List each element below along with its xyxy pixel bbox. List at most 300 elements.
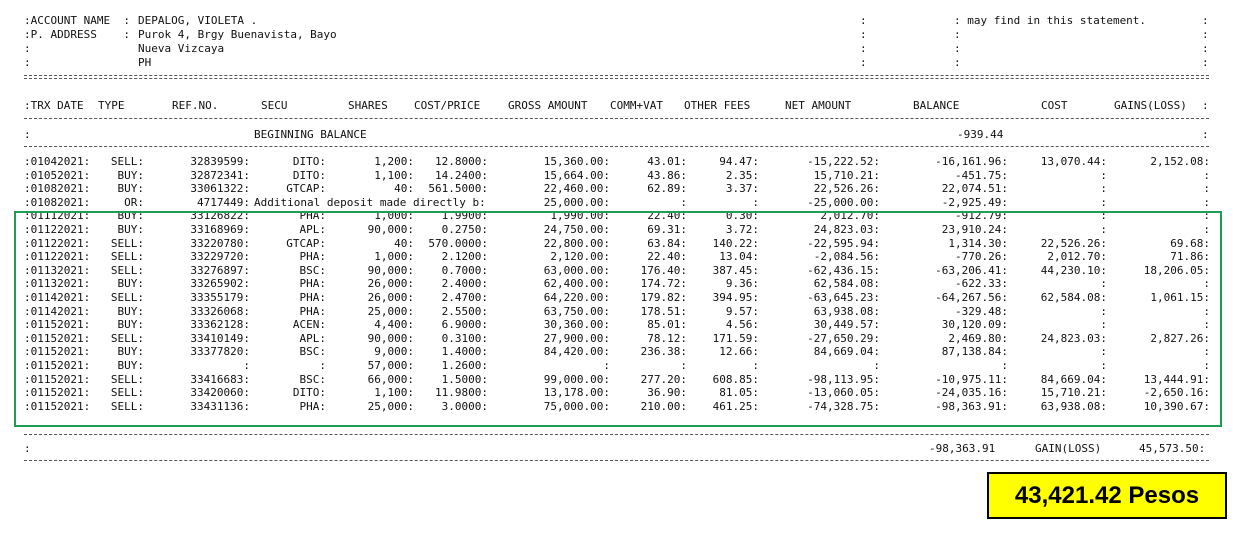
cell-gross-amount: 62,400.00: <box>543 277 610 291</box>
cell-shares: 90,000: <box>367 331 414 345</box>
cell-shares: 26,000: <box>367 277 414 291</box>
header-gains-loss: GAINS(LOSS) <box>1114 99 1187 112</box>
cell-net-amount: 63,938.08: <box>813 304 880 318</box>
cell-gross-amount: 27,900.00: <box>543 331 610 345</box>
cell-cost-price: 2.1200: <box>441 250 488 264</box>
cell-balance: -10,975.11: <box>935 372 1008 386</box>
cell-cost: : <box>1100 345 1107 359</box>
divider <box>24 146 1209 147</box>
header-end-colon: : <box>1202 99 1209 112</box>
cell-trx-date: :01042021: <box>24 155 91 168</box>
beginning-balance-value: -939.44 <box>957 128 1004 141</box>
cell-gains-loss: 10,390.67: <box>1143 399 1210 413</box>
cell-ref-no: 33061322: <box>190 182 250 196</box>
cell-comm-vat: 62.89: <box>647 182 687 196</box>
cell-ref-no: 32839599: <box>190 155 250 168</box>
cell-balance: 87,138.84: <box>941 345 1008 359</box>
cell-gross-amount: 1,990.00: <box>550 209 610 223</box>
cell-secu: ACEN: <box>292 318 326 332</box>
cell-type: BUY: <box>117 304 144 318</box>
cell-other-fees: 9.57: <box>725 304 759 318</box>
cell-balance: -98,363.91: <box>935 399 1008 413</box>
cell-other-fees: : <box>752 359 759 372</box>
cell-net-amount: -25,000.00: <box>807 195 880 209</box>
cell-net-amount: 2,012.70: <box>820 209 880 223</box>
cell-balance: -2,925.49: <box>941 195 1008 209</box>
cell-net-amount: 30,449.57: <box>813 318 880 332</box>
cell-net-amount: 62,584.08: <box>813 277 880 291</box>
cell-secu: PHA: <box>299 291 326 304</box>
right-colon: : <box>954 28 961 41</box>
cell-trx-date: :01112021: <box>24 209 91 223</box>
total-callout: 43,421.42 Pesos <box>987 472 1227 519</box>
cell-ref-no: 33377820: <box>190 345 250 359</box>
totals-row <box>0 442 1245 455</box>
cell-cost-price: 1.4000: <box>441 345 488 359</box>
cell-other-fees: 140.22: <box>712 236 759 250</box>
cell-net-amount: -2,084.56: <box>813 250 880 264</box>
cell-gross-amount: 22,460.00: <box>543 182 610 196</box>
cell-shares: 25,000: <box>367 399 414 413</box>
cell-type: SELL: <box>110 372 144 386</box>
ending-balance: -98,363.91 <box>929 442 996 455</box>
cell-gross-amount: 30,360.00: <box>543 318 610 332</box>
right-colon: : <box>954 42 961 55</box>
cell-ref-no: 33410149: <box>190 331 250 345</box>
cell-trx-date: :01122021: <box>24 223 91 236</box>
header-gross-amount: GROSS AMOUNT <box>508 99 588 112</box>
mid-colon: : <box>860 14 867 27</box>
cell-balance: -770.26: <box>955 250 1008 264</box>
cell-type: BUY: <box>117 182 144 196</box>
cell-cost: 84,669.04: <box>1040 372 1107 386</box>
gain-loss-value: 45,573.50: <box>1139 442 1206 455</box>
highlight-box <box>14 211 1222 427</box>
cell-other-fees: 3.37: <box>725 182 759 196</box>
cell-cost-price: 561.5000: <box>428 182 488 196</box>
column-header-row <box>0 99 1245 112</box>
cell-net-amount: -27,650.29: <box>807 331 880 345</box>
cell-comm-vat: 43.86: <box>647 168 687 182</box>
cell-comm-vat: 176.40: <box>640 263 687 277</box>
cell-cost-price: 2.5500: <box>441 304 488 318</box>
cell-other-fees: 171.59: <box>712 331 759 345</box>
header-comm-vat: COMM+VAT <box>610 99 663 112</box>
cell-cost: 63,938.08: <box>1040 399 1107 413</box>
cell-other-fees: 4.56: <box>725 318 759 332</box>
mid-colon: : <box>860 28 867 41</box>
header-balance: BALANCE <box>913 99 960 112</box>
cell-gains-loss: 71.86: <box>1170 250 1210 264</box>
cell-gross-amount: 75,000.00: <box>543 399 610 413</box>
cell-shares: 40: <box>394 236 414 250</box>
cell-balance: : <box>1001 359 1008 372</box>
cell-comm-vat: 22.40: <box>647 250 687 264</box>
address-line-3: PH <box>138 56 152 69</box>
cell-other-fees: 13.04: <box>719 250 759 264</box>
cell-other-fees: 0.30: <box>725 209 759 223</box>
cell-trx-date: :01132021: <box>24 263 91 277</box>
cell-net-amount: -15,222.52: <box>807 155 880 168</box>
cell-shares: 25,000: <box>367 304 414 318</box>
cell-cost-price: 1.5000: <box>441 372 488 386</box>
left-colon: : <box>24 42 31 55</box>
cell-gains-loss: : <box>1203 209 1210 223</box>
cell-cost-price: 0.3100: <box>441 331 488 345</box>
cell-shares: 26,000: <box>367 291 414 304</box>
cell-net-amount: -22,595.94: <box>807 236 880 250</box>
cell-balance: -64,267.56: <box>935 291 1008 304</box>
cell-secu: PHA: <box>299 304 326 318</box>
cell-other-fees: 94.47: <box>719 155 759 168</box>
edge-colon: : <box>1202 14 1209 27</box>
cell-ref-no: 33420060: <box>190 386 250 400</box>
cell-cost: : <box>1100 223 1107 236</box>
cell-gains-loss: : <box>1203 223 1210 236</box>
cell-balance: -451.75: <box>955 168 1008 182</box>
cell-cost: : <box>1100 195 1107 209</box>
cell-secu: PHA: <box>299 277 326 291</box>
cell-trx-date: :01052021: <box>24 168 91 182</box>
cell-shares: 1,000: <box>374 250 414 264</box>
cell-gains-loss: : <box>1203 182 1210 196</box>
cell-balance: 23,910.24: <box>941 223 1008 236</box>
cell-shares: 1,000: <box>374 209 414 223</box>
cell-cost: 24,823.03: <box>1040 331 1107 345</box>
cell-cost-price: 2.4700: <box>441 291 488 304</box>
cell-gains-loss: -2,650.16: <box>1143 386 1210 400</box>
header-ref-no: REF.NO. <box>172 99 219 112</box>
cell-secu: DITO: <box>292 386 326 400</box>
cell-comm-vat: 78.12: <box>647 331 687 345</box>
cell-gross-amount: 84,420.00: <box>543 345 610 359</box>
cell-gross-amount: 99,000.00: <box>543 372 610 386</box>
cell-gross-amount: 63,000.00: <box>543 263 610 277</box>
header-cost-price: COST/PRICE <box>414 99 481 112</box>
cell-other-fees: 81.05: <box>719 386 759 400</box>
cell-trx-date: :01152021: <box>24 399 91 413</box>
cell-type: BUY: <box>117 318 144 332</box>
edge-colon: : <box>1202 42 1209 55</box>
divider <box>24 78 1209 79</box>
cell-comm-vat: 210.00: <box>640 399 687 413</box>
cell-net-amount: -98,113.95: <box>807 372 880 386</box>
cell-cost: : <box>1100 182 1107 196</box>
cell-net-amount: 24,823.03: <box>813 223 880 236</box>
cell-other-fees: : <box>752 195 759 209</box>
cell-comm-vat: : <box>680 359 687 372</box>
cell-gross-amount: 22,800.00: <box>543 236 610 250</box>
cell-balance: -329.48: <box>955 304 1008 318</box>
cell-net-amount: -74,328.75: <box>807 399 880 413</box>
cell-gross-amount: 64,220.00: <box>543 291 610 304</box>
header-cost: COST <box>1041 99 1068 112</box>
cell-net-amount: 22,526.26: <box>813 182 880 196</box>
cell-secu: : <box>319 359 326 372</box>
divider <box>24 460 1209 461</box>
cell-balance: -16,161.96: <box>935 155 1008 168</box>
cell-cost: 13,070.44: <box>1040 155 1107 168</box>
cell-ref-no: 33126822: <box>190 209 250 223</box>
cell-ref-no: 33326068: <box>190 304 250 318</box>
cell-gains-loss: : <box>1203 345 1210 359</box>
cell-cost: : <box>1100 209 1107 223</box>
cell-cost: 15,710.21: <box>1040 386 1107 400</box>
cell-type: SELL: <box>110 155 144 168</box>
cell-secu: PHA: <box>299 250 326 264</box>
cell-type: SELL: <box>110 291 144 304</box>
cell-comm-vat: 174.72: <box>640 277 687 291</box>
cell-type: SELL: <box>110 386 144 400</box>
cell-other-fees: 12.66: <box>719 345 759 359</box>
cell-type: SELL: <box>110 236 144 250</box>
cell-gains-loss: : <box>1203 277 1210 291</box>
account-name-label: :ACCOUNT NAME : <box>24 14 130 27</box>
cell-trx-date: :01152021: <box>24 372 91 386</box>
cell-gains-loss: : <box>1203 304 1210 318</box>
cell-gross-amount: 13,178.00: <box>543 386 610 400</box>
cell-balance: 30,120.09: <box>941 318 1008 332</box>
cell-trx-date: :01132021: <box>24 277 91 291</box>
cell-secu: BSC: <box>299 372 326 386</box>
row-colon: : <box>1202 128 1209 141</box>
cell-cost-price: 570.0000: <box>428 236 488 250</box>
cell-cost: : <box>1100 304 1107 318</box>
cell-ref-no: 33362128: <box>190 318 250 332</box>
header-secu: SECU <box>261 99 288 112</box>
cell-cost-price: 3.0000: <box>441 399 488 413</box>
cell-cost-price: 1.9900: <box>441 209 488 223</box>
cell-net-amount: 15,710.21: <box>813 168 880 182</box>
cell-cost: : <box>1100 277 1107 291</box>
mid-colon: : <box>860 42 867 55</box>
cell-gains-loss: : <box>1203 168 1210 182</box>
cell-cost-price: 1.2600: <box>441 359 488 372</box>
row-colon: : <box>24 128 31 141</box>
cell-comm-vat: 22.40: <box>647 209 687 223</box>
cell-ref-no: 33431136: <box>190 399 250 413</box>
table-row <box>0 169 1245 182</box>
cell-gains-loss: 69.68: <box>1170 236 1210 250</box>
cell-shares: 90,000: <box>367 223 414 236</box>
row-colon: : <box>24 442 31 455</box>
cell-trx-date: :01122021: <box>24 250 91 264</box>
cell-shares: 9,000: <box>374 345 414 359</box>
header-shares: SHARES <box>348 99 388 112</box>
cell-shares: 40: <box>394 182 414 196</box>
divider <box>24 75 1209 76</box>
table-row <box>0 155 1245 168</box>
cell-gross-amount: : <box>603 359 610 372</box>
cell-gross-amount: 25,000.00: <box>543 195 610 209</box>
edge-colon: : <box>1202 28 1209 41</box>
cell-comm-vat: 236.38: <box>640 345 687 359</box>
cell-gains-loss: 18,206.05: <box>1143 263 1210 277</box>
cell-cost: 22,526.26: <box>1040 236 1107 250</box>
cell-gains-loss: : <box>1203 359 1210 372</box>
divider <box>24 118 1209 119</box>
cell-gains-loss: 13,444.91: <box>1143 372 1210 386</box>
cell-secu: DITO: <box>292 168 326 182</box>
cell-shares: 90,000: <box>367 263 414 277</box>
cell-cost: : <box>1100 359 1107 372</box>
cell-comm-vat: 85.01: <box>647 318 687 332</box>
cell-cost-price: 12.8000: <box>435 155 488 168</box>
cell-secu: GTCAP: <box>286 182 326 196</box>
cell-type: SELL: <box>110 263 144 277</box>
address-line-2: Nueva Vizcaya <box>138 42 225 55</box>
header-trx-date: :TRX DATE <box>24 99 84 112</box>
statement-notice: : may find in this statement. <box>954 14 1147 27</box>
cell-other-fees: 394.95: <box>712 291 759 304</box>
cell-cost: 62,584.08: <box>1040 291 1107 304</box>
cell-trx-date: :01082021: <box>24 182 91 196</box>
cell-balance: 1,314.30: <box>948 236 1008 250</box>
cell-trx-date: :01142021: <box>24 304 91 318</box>
cell-shares: 4,400: <box>374 318 414 332</box>
cell-secu: APL: <box>299 223 326 236</box>
cell-gains-loss: : <box>1203 318 1210 332</box>
cell-gross-amount: 2,120.00: <box>550 250 610 264</box>
cell-trx-date: :01082021: <box>24 195 91 209</box>
cell-cost-price: 2.4000: <box>441 277 488 291</box>
cell-other-fees: 461.25: <box>712 399 759 413</box>
cell-balance: -912.79: <box>955 209 1008 223</box>
cell-other-fees: 387.45: <box>712 263 759 277</box>
cell-net-amount: -13,060.05: <box>807 386 880 400</box>
cell-secu: Additional deposit made directly b: <box>254 195 486 209</box>
cell-secu: APL: <box>299 331 326 345</box>
address-label: :P. ADDRESS : <box>24 28 130 41</box>
cell-cost: 2,012.70: <box>1047 250 1107 264</box>
cell-gains-loss: 2,827.26: <box>1150 331 1210 345</box>
cell-other-fees: 9.36: <box>725 277 759 291</box>
divider <box>24 434 1209 435</box>
cell-type: SELL: <box>110 399 144 413</box>
cell-ref-no: 4717449: <box>197 195 250 209</box>
cell-trx-date: :01142021: <box>24 291 91 304</box>
cell-ref-no: 32872341: <box>190 168 250 182</box>
cell-comm-vat: 179.82: <box>640 291 687 304</box>
cell-ref-no: 33355179: <box>190 291 250 304</box>
cell-comm-vat: 43.01: <box>647 155 687 168</box>
cell-comm-vat: 63.84: <box>647 236 687 250</box>
header-net-amount: NET AMOUNT <box>785 99 852 112</box>
cell-ref-no: 33265902: <box>190 277 250 291</box>
cell-comm-vat: 178.51: <box>640 304 687 318</box>
table-row <box>0 182 1245 195</box>
cell-trx-date: :01152021: <box>24 345 91 359</box>
cell-type: BUY: <box>117 345 144 359</box>
cell-secu: GTCAP: <box>286 236 326 250</box>
cell-secu: PHA: <box>299 209 326 223</box>
cell-gains-loss: 1,061.15: <box>1150 291 1210 304</box>
cell-net-amount: -62,436.15: <box>807 263 880 277</box>
right-colon: : <box>954 56 961 69</box>
cell-cost: 44,230.10: <box>1040 263 1107 277</box>
cell-ref-no: 33276897: <box>190 263 250 277</box>
cell-type: SELL: <box>110 331 144 345</box>
beginning-balance-row <box>0 128 1245 141</box>
cell-type: BUY: <box>117 209 144 223</box>
cell-type: SELL: <box>110 250 144 264</box>
cell-net-amount: -63,645.23: <box>807 291 880 304</box>
cell-cost-price: 14.2400: <box>435 168 488 182</box>
cell-comm-vat: : <box>680 195 687 209</box>
cell-other-fees: 2.35: <box>725 168 759 182</box>
cell-gross-amount: 15,360.00: <box>543 155 610 168</box>
cell-cost-price: 11.9800: <box>435 386 488 400</box>
gain-loss-label: GAIN(LOSS) <box>1035 442 1102 455</box>
cell-balance: 2,469.80: <box>948 331 1008 345</box>
cell-shares: 57,000: <box>367 359 414 372</box>
cell-net-amount: 84,669.04: <box>813 345 880 359</box>
cell-ref-no: 33229720: <box>190 250 250 264</box>
cell-other-fees: 3.72: <box>725 223 759 236</box>
address-line-1: Purok 4, Brgy Buenavista, Bayo <box>138 28 337 41</box>
cell-cost-price: 0.7000: <box>441 263 488 277</box>
cell-net-amount: : <box>873 359 880 372</box>
cell-secu: BSC: <box>299 263 326 277</box>
cell-comm-vat: 277.20: <box>640 372 687 386</box>
cell-shares: 1,100: <box>374 386 414 400</box>
cell-type: BUY: <box>117 223 144 236</box>
cell-trx-date: :01152021: <box>24 331 91 345</box>
cell-cost: : <box>1100 168 1107 182</box>
cell-type: BUY: <box>117 359 144 372</box>
cell-gross-amount: 15,664.00: <box>543 168 610 182</box>
cell-shares: 1,100: <box>374 168 414 182</box>
cell-other-fees: 608.85: <box>712 372 759 386</box>
cell-cost-price: 0.2750: <box>441 223 488 236</box>
header-other-fees: OTHER FEES <box>684 99 751 112</box>
cell-balance: -63,206.41: <box>935 263 1008 277</box>
edge-colon: : <box>1202 56 1209 69</box>
cell-gains-loss: 2,152.08: <box>1150 155 1210 168</box>
cell-gross-amount: 63,750.00: <box>543 304 610 318</box>
mid-colon: : <box>860 56 867 69</box>
cell-ref-no: 33220780: <box>190 236 250 250</box>
cell-type: BUY: <box>117 277 144 291</box>
cell-ref-no: : <box>243 359 250 372</box>
header-type: TYPE <box>98 99 125 112</box>
cell-secu: PHA: <box>299 399 326 413</box>
cell-ref-no: 33168969: <box>190 223 250 236</box>
cell-type: BUY: <box>117 168 144 182</box>
table-row <box>0 196 1245 209</box>
cell-trx-date: :01122021: <box>24 236 91 250</box>
cell-ref-no: 33416683: <box>190 372 250 386</box>
cell-shares: 66,000: <box>367 372 414 386</box>
beginning-balance-label: BEGINNING BALANCE <box>254 128 367 141</box>
cell-balance: -24,035.16: <box>935 386 1008 400</box>
cell-comm-vat: 36.90: <box>647 386 687 400</box>
cell-gross-amount: 24,750.00: <box>543 223 610 236</box>
cell-balance: -622.33: <box>955 277 1008 291</box>
cell-shares: 1,200: <box>374 155 414 168</box>
cell-cost-price: 6.9000: <box>441 318 488 332</box>
cell-trx-date: :01152021: <box>24 359 91 372</box>
cell-balance: 22,074.51: <box>941 182 1008 196</box>
cell-secu: BSC: <box>299 345 326 359</box>
left-colon: : <box>24 56 31 69</box>
cell-type: OR: <box>124 195 144 209</box>
cell-cost: : <box>1100 318 1107 332</box>
cell-gains-loss: : <box>1203 195 1210 209</box>
cell-trx-date: :01152021: <box>24 386 91 400</box>
cell-comm-vat: 69.31: <box>647 223 687 236</box>
account-name-value: DEPALOG, VIOLETA . <box>138 14 258 27</box>
